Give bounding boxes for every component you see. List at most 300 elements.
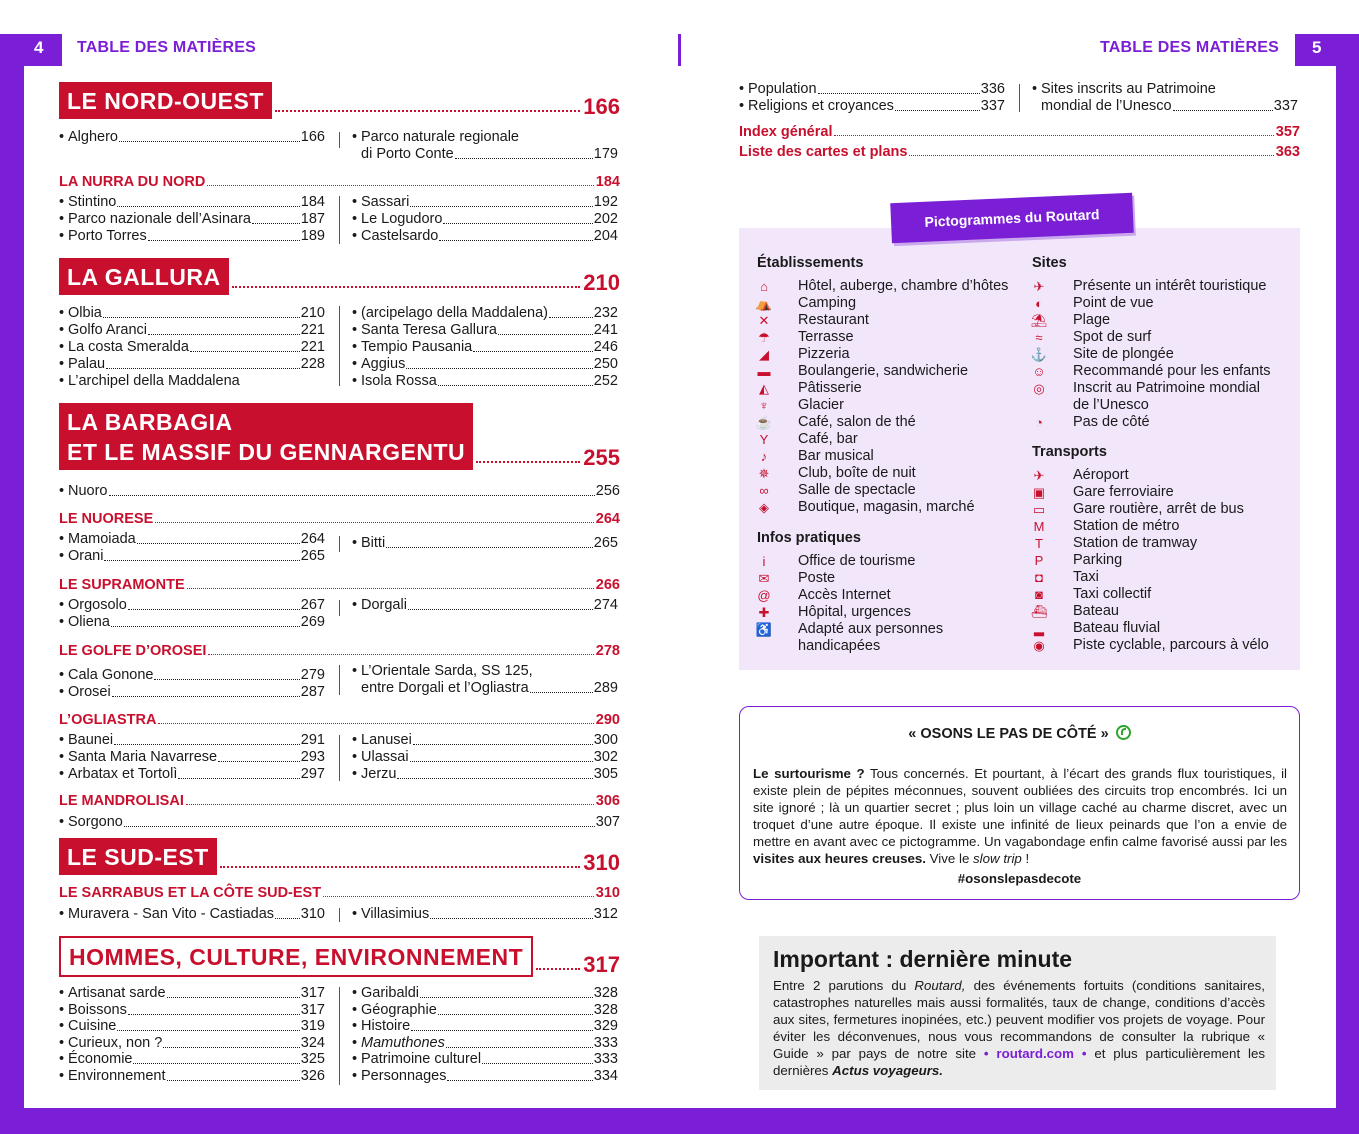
pictogram-label: Gare routière, arrêt de bus <box>1073 501 1244 517</box>
link-index-page: 357 <box>1275 124 1300 140</box>
toc-entry-title: Bitti <box>361 535 386 551</box>
link-index[interactable] <box>739 122 1300 140</box>
toc-entry-title: Cala Gonone <box>68 667 154 683</box>
sub-nurra-title: LA NURRA DU NORD <box>59 174 206 190</box>
bullet: • <box>59 194 65 210</box>
toc-entry-title: Patrimoine culturel <box>361 1051 482 1068</box>
toc-entry[interactable] <box>59 985 325 1002</box>
section-barbagia[interactable] <box>59 403 620 470</box>
sites-title: Sites <box>1032 255 1067 271</box>
bullet: • <box>1032 81 1038 97</box>
bullet: • <box>352 373 358 389</box>
toc-entry[interactable] <box>59 906 325 923</box>
toc-entry[interactable] <box>352 129 618 146</box>
pictogram-label: Pâtisserie <box>798 380 862 396</box>
toc-entry-title: Géographie <box>361 1001 437 1018</box>
toc-entry-page: 333 <box>593 1051 618 1068</box>
toc-entry-title: La costa Smeralda <box>68 339 189 355</box>
toc-entry-page: 221 <box>300 339 325 355</box>
section-gallura-page: 210 <box>583 270 620 295</box>
osons-title-text: « OSONS LE PAS DE CÔTÉ » <box>908 726 1109 742</box>
bullet: • <box>59 211 65 227</box>
pictogram-label: Station de métro <box>1073 518 1180 534</box>
dot-leader <box>455 158 593 159</box>
toc-entry[interactable] <box>352 1068 618 1085</box>
right-running-head: TABLE DES MATIÈRES <box>1100 39 1280 56</box>
section-hommes[interactable] <box>59 936 620 977</box>
osons-italic: slow trip <box>973 851 1022 866</box>
toc-entry-title: Personnages <box>361 1068 447 1084</box>
toc-entry-title: Économie <box>68 1051 133 1068</box>
bullet: • <box>59 339 65 355</box>
bullet: • <box>59 766 65 782</box>
bullet: • <box>59 228 65 244</box>
toc-entry[interactable] <box>59 1051 325 1068</box>
section-nord-ouest[interactable] <box>59 82 620 119</box>
pictogram-label: Pas de côté <box>1073 414 1150 430</box>
pictogram-label: Aéroport <box>1073 467 1129 483</box>
important-text-3: et plus particulièrement les dernières <box>773 1046 1265 1078</box>
toc-entry-title: Olbia <box>68 305 102 321</box>
toc-entry[interactable] <box>59 766 325 783</box>
sub-nuorese-page: 264 <box>595 511 620 527</box>
toc-entry-page: 250 <box>593 356 618 372</box>
link-cartes[interactable] <box>739 142 1300 160</box>
bullet: • <box>59 1001 65 1018</box>
toc-entry-page: 202 <box>593 211 618 227</box>
toc-entry-title: Orosei <box>68 684 111 700</box>
taxi-icon: ◘ <box>1035 570 1043 585</box>
pictogram-label: Café, bar <box>798 431 858 447</box>
page-frame-bottom <box>0 1108 1359 1134</box>
bullet: • <box>352 1034 358 1051</box>
toc-entry-page: 289 <box>593 680 618 696</box>
section-gallura-title: LA GALLURA <box>59 258 229 295</box>
left-page-number: 4 <box>34 38 44 57</box>
section-barbagia-title <box>59 403 473 470</box>
pictogram-label: Glacier <box>798 397 844 413</box>
dot-leader <box>411 1030 593 1031</box>
bullet: • <box>59 614 65 630</box>
toc-entry-title: Baunei <box>68 732 114 748</box>
bullet: • <box>352 1001 358 1018</box>
toc-entry-page: 221 <box>300 322 325 338</box>
toc-entry-title: Santa Maria Navarrese <box>68 749 218 765</box>
sub-ogliastra[interactable] <box>59 710 620 728</box>
toc-entry-page: 300 <box>593 732 618 748</box>
pizza-icon: ◢ <box>759 347 769 362</box>
children-icon: ☺ <box>1032 364 1046 379</box>
toc-entry[interactable] <box>352 373 618 390</box>
toc-entry[interactable] <box>59 667 325 684</box>
bullet: • <box>59 1034 65 1051</box>
toc-entry-title: entre Dorgali et l’Ogliastra <box>361 680 529 696</box>
bullet: • <box>352 194 358 210</box>
toc-entry-title: Tempio Pausania <box>361 339 473 355</box>
important-text-1: Entre 2 parutions du <box>773 978 915 993</box>
toc-entry[interactable] <box>352 194 618 211</box>
toc-entry-page: 252 <box>593 373 618 389</box>
infos-title: Infos pratiques <box>757 530 861 546</box>
hospital-cross-icon: ✚ <box>758 605 770 620</box>
sub-orosei-page: 278 <box>595 643 620 659</box>
osons-text-2: Vive le <box>925 851 974 866</box>
toc-entry-title: Artisanat sarde <box>68 985 166 1001</box>
important-body <box>773 977 1265 1079</box>
bullet: • <box>59 667 65 683</box>
dot-leader <box>178 778 299 779</box>
osons-text: Tous concernés. Et pourtant, à l’écart des grands flux touristiques, il existe plein de pépites méconnues, souvent oubliées des circuits trop encombrés. Ici un site ignoré ; là un quartier secret ; plus loin un village caché au charme discret, avec un troquet d’une autre époque. Il existe une infinité de lieux peinards que l’on a envie de mettre en avant avec ce pictogramme. Un vagabondage enfin calme favorisé aussi par les <box>753 766 1288 849</box>
pictogram-label: Pizzeria <box>798 346 850 362</box>
dot-leader <box>128 1014 300 1015</box>
bullet: • <box>59 906 65 922</box>
important-box <box>759 936 1276 1090</box>
column-separator <box>339 987 340 1085</box>
toc-entry-title: Curieux, non ? <box>68 1034 163 1051</box>
dot-leader <box>446 1047 593 1048</box>
toc-entry[interactable] <box>352 680 618 697</box>
sub-supramonte[interactable] <box>59 575 620 593</box>
dot-leader <box>549 317 593 318</box>
toc-entry[interactable] <box>352 146 618 163</box>
toc-entry[interactable] <box>352 211 618 228</box>
pictogram-label: Adapté aux personnes <box>798 621 944 637</box>
toc-entry-title: Garibaldi <box>361 985 420 1001</box>
dot-leader <box>476 461 580 463</box>
dot-leader <box>275 110 580 112</box>
pictogram-label: Office de tourisme <box>798 553 916 569</box>
important-italic: Routard, <box>914 978 966 993</box>
house-icon: ⌂ <box>760 279 768 294</box>
pictogram-label: Site de plongée <box>1073 346 1174 362</box>
bullet: • <box>739 81 745 97</box>
dot-leader <box>154 679 299 680</box>
toc-entry[interactable] <box>1032 81 1298 98</box>
toc-entry[interactable] <box>352 356 618 373</box>
toc-entry-page: 265 <box>593 535 618 551</box>
dot-leader <box>124 826 595 827</box>
at-sign-icon: @ <box>757 588 771 603</box>
toc-entry-title: Isola Rossa <box>361 373 437 389</box>
pictogram-label: Parking <box>1073 552 1123 568</box>
toc-entry-title: Alghero <box>68 129 118 145</box>
toc-entry-page: 187 <box>300 211 325 227</box>
dot-leader <box>190 351 300 352</box>
toc-entry-title: Nuoro <box>68 483 108 499</box>
toc-entry[interactable] <box>59 129 325 146</box>
toc-entry-page: 310 <box>300 906 325 922</box>
toc-entry-title: Muravera - San Vito - Castiadas <box>68 906 275 922</box>
section-sud-est-page: 310 <box>583 850 620 875</box>
toc-entry-title: Environnement <box>68 1068 166 1084</box>
bullet: • <box>59 749 65 765</box>
bullet: • <box>352 1068 358 1084</box>
routard-link[interactable]: • routard.com • <box>983 1046 1087 1061</box>
toc-entry-page: 307 <box>595 814 620 830</box>
dot-leader <box>408 609 593 610</box>
dot-leader <box>438 1014 593 1015</box>
toc-entry-page: 189 <box>300 228 325 244</box>
dot-leader <box>430 918 593 919</box>
pictogram-label: handicapées <box>798 638 881 654</box>
toc-entry[interactable] <box>352 322 618 339</box>
beach-icon: ⛱ <box>1030 313 1048 328</box>
toc-entry-page: 204 <box>593 228 618 244</box>
pictogram-label: Taxi collectif <box>1073 586 1152 602</box>
pictogram-label: Boulangerie, sandwicherie <box>798 363 969 379</box>
toc-entry[interactable] <box>59 614 325 631</box>
sub-sarrabus[interactable] <box>59 883 620 901</box>
toc-entry-title: Sorgono <box>68 814 123 830</box>
toc-entry[interactable] <box>352 732 618 749</box>
toc-entry[interactable] <box>352 228 618 245</box>
toc-entry-title: Parco nazionale dell’Asinara <box>68 211 251 227</box>
toc-entry-page: 337 <box>1273 98 1298 114</box>
pictogram-label: Restaurant <box>798 312 869 328</box>
side-step-icon <box>1116 725 1131 740</box>
toc-entry-title: Religions et croyances <box>748 98 894 114</box>
dot-leader <box>420 997 593 998</box>
dot-leader <box>104 560 299 561</box>
osons-box <box>739 706 1300 900</box>
section-gallura[interactable] <box>59 258 620 295</box>
barbagia-line-1: LA BARBAGIA <box>67 409 233 435</box>
toc-entry-page: 210 <box>300 305 325 321</box>
barbagia-line-2: ET LE MASSIF DU GENNARGENTU <box>67 439 466 465</box>
sub-mandrolisai[interactable] <box>59 791 620 809</box>
sub-nurra[interactable] <box>59 172 620 190</box>
toc-entry-title: Sites inscrits au Patrimoine <box>1041 81 1216 97</box>
bullet: • <box>59 597 65 613</box>
bullet: • <box>352 732 358 748</box>
section-nord-ouest-page: 166 <box>583 94 620 119</box>
toc-entry-page: 291 <box>300 732 325 748</box>
toc-entry-page: 264 <box>300 531 325 547</box>
dot-leader <box>148 334 300 335</box>
toc-entry[interactable] <box>59 211 325 228</box>
bullet: • <box>59 814 65 830</box>
link-cartes-title: Liste des cartes et plans <box>739 144 908 160</box>
toc-entry[interactable] <box>59 483 620 500</box>
toc-entry[interactable] <box>59 1018 325 1035</box>
toc-entry[interactable] <box>352 1002 618 1019</box>
dot-leader <box>117 206 299 207</box>
toc-entry[interactable] <box>59 597 325 614</box>
dot-leader <box>167 1080 300 1081</box>
toc-entry[interactable] <box>352 749 618 766</box>
toc-entry-title: mondial de l’Unesco <box>1041 98 1172 114</box>
pictogram-label: Point de vue <box>1073 295 1154 311</box>
bullet: • <box>59 684 65 700</box>
toc-entry[interactable] <box>352 985 618 1002</box>
toc-entry-title: L’archipel della Maddalena <box>68 373 240 389</box>
bus-icon: ▭ <box>1032 502 1046 517</box>
dot-leader <box>818 93 980 94</box>
toc-entry-page: 228 <box>300 356 325 372</box>
dot-leader <box>155 522 594 523</box>
info-icon: i <box>762 554 766 569</box>
section-sud-est[interactable] <box>59 838 620 875</box>
toc-entry[interactable] <box>352 906 618 923</box>
sub-orosei[interactable] <box>59 641 620 659</box>
toc-entry-page: 232 <box>593 305 618 321</box>
tram-icon: T <box>1035 536 1043 551</box>
toc-entry-page: 269 <box>300 614 325 630</box>
pictogram-label: de l’Unesco <box>1073 397 1149 413</box>
toc-entry[interactable] <box>59 228 325 245</box>
toc-entry-title: Villasimius <box>361 906 430 922</box>
dot-leader <box>895 110 980 111</box>
toc-entry[interactable] <box>59 1068 325 1085</box>
toc-entry[interactable] <box>352 1051 618 1068</box>
side-step-icon: ◔ <box>1035 415 1043 430</box>
toc-entry[interactable] <box>352 305 618 322</box>
dot-leader <box>148 240 300 241</box>
toc-entry[interactable] <box>59 531 325 548</box>
section-hommes-title: HOMMES, CULTURE, ENVIRONNEMENT <box>59 936 533 977</box>
column-separator <box>339 196 340 244</box>
cake-icon: ◭ <box>759 381 769 396</box>
column-separator <box>339 600 340 616</box>
bullet: • <box>59 356 65 372</box>
pictogram-label: Spot de surf <box>1073 329 1152 345</box>
bullet: • <box>59 1051 65 1068</box>
pictogram-label: Piste cyclable, parcours à vélo <box>1073 637 1269 653</box>
toc-entry[interactable] <box>352 1035 618 1052</box>
toc-entry[interactable] <box>59 749 325 766</box>
pictogram-label: Taxi <box>1073 569 1099 585</box>
column-separator <box>339 306 340 386</box>
toc-entry[interactable] <box>352 597 618 614</box>
toc-entry[interactable] <box>352 339 618 356</box>
sub-mandrolisai-page: 306 <box>595 793 620 809</box>
toc-entry[interactable] <box>352 535 618 552</box>
pictogram-label: Boutique, magasin, marché <box>798 499 975 515</box>
toc-entry-page: 326 <box>300 1068 325 1084</box>
sub-supramonte-title: LE SUPRAMONTE <box>59 577 185 593</box>
dot-leader <box>1173 110 1273 111</box>
toc-entry-page: 312 <box>593 906 618 922</box>
dot-leader <box>232 286 581 288</box>
toc-entry-title: Mamuthones <box>361 1034 445 1051</box>
toc-entry[interactable] <box>59 339 325 356</box>
ice-cream-icon: ♆ <box>759 398 769 413</box>
unesco-icon: ◎ <box>1033 381 1045 396</box>
toc-entry-page: 293 <box>300 749 325 765</box>
bullet: • <box>59 985 65 1001</box>
dot-leader <box>106 368 300 369</box>
toc-entry-title: Arbatax et Tortolì <box>68 766 178 782</box>
column-separator <box>1019 84 1020 112</box>
dot-leader <box>834 135 1273 136</box>
dot-leader <box>413 744 593 745</box>
toc-entry[interactable] <box>59 1002 325 1019</box>
toc-entry[interactable] <box>739 98 1005 115</box>
sub-nuorese[interactable] <box>59 509 620 527</box>
important-text-2: des événements fortuits (conditions sanitaires, catastrophes naturelles mais aussi formalités, taux de change, conditions d’accès aux sites, fermetures inopinées, etc.) peuvent modifier vos projets de voyage. Pour éviter les déconvenues, nous vous recommandons de consulter la rubrique « Guide » par pays de notre site <box>773 978 1265 1061</box>
toc-entry[interactable] <box>59 814 620 831</box>
bullet: • <box>59 322 65 338</box>
dot-leader <box>133 1063 299 1064</box>
toc-entry-page: 334 <box>593 1068 618 1084</box>
dot-leader <box>530 692 593 693</box>
toc-entry[interactable] <box>1032 98 1298 115</box>
shopping-bag-icon: ◈ <box>759 500 769 515</box>
toc-entry[interactable] <box>59 356 325 373</box>
toc-entry-page: 267 <box>300 597 325 613</box>
toc-entry-page: 328 <box>593 1001 618 1018</box>
pictogram-label: Gare ferroviaire <box>1073 484 1174 500</box>
dot-leader <box>323 896 594 897</box>
toc-entry-page: 305 <box>593 766 618 782</box>
wheelchair-icon: ♿ <box>755 622 773 637</box>
dot-leader <box>119 141 300 142</box>
toc-entry[interactable] <box>739 81 1005 98</box>
toc-entry[interactable] <box>59 322 325 339</box>
pictogram-label: Salle de spectacle <box>798 482 916 498</box>
section-barbagia-page: 255 <box>583 445 620 470</box>
toc-entry-title: Cuisine <box>68 1018 117 1035</box>
toc-entry[interactable] <box>352 1018 618 1035</box>
toc-entry-title: Stintino <box>68 194 117 210</box>
toc-entry-title: Population <box>748 81 817 97</box>
toc-entry[interactable] <box>59 373 325 390</box>
toc-entry-title: Jerzu <box>361 766 397 782</box>
toc-entry-title: Orgosolo <box>68 597 127 613</box>
bullet: • <box>59 129 65 145</box>
section-sud-est-title: LE SUD-EST <box>59 838 217 875</box>
osons-end: ! <box>1021 851 1030 866</box>
toc-entry[interactable] <box>59 1035 325 1052</box>
dot-leader <box>473 351 593 352</box>
toc-entry[interactable] <box>59 548 325 565</box>
bullet: • <box>352 339 358 355</box>
toc-entry-title: di Porto Conte <box>361 146 454 162</box>
bullet: • <box>59 548 65 564</box>
music-note-icon: ♪ <box>760 449 768 464</box>
osons-hashtag: #osonslepasdecote <box>957 871 1082 886</box>
toc-entry-page: 317 <box>300 1001 325 1018</box>
toc-entry[interactable] <box>352 663 618 680</box>
etab-title: Établissements <box>757 255 864 271</box>
bullet: • <box>352 663 358 679</box>
pictogram-label: Recommandé pour les enfants <box>1073 363 1271 379</box>
toc-entry-title: Golfo Aranci <box>68 322 147 338</box>
pictogram-label: Bateau fluvial <box>1073 620 1161 636</box>
dot-leader <box>208 654 593 655</box>
bullet: • <box>352 766 358 782</box>
sub-ogliastra-title: L’OGLIASTRA <box>59 712 157 728</box>
toc-entry[interactable] <box>59 684 325 701</box>
toc-entry[interactable] <box>59 732 325 749</box>
bullet: • <box>59 732 65 748</box>
toc-entry[interactable] <box>59 194 325 211</box>
toc-entry[interactable] <box>59 305 325 322</box>
right-page-number: 5 <box>1312 38 1322 57</box>
viewpoint-icon: ◐ <box>1035 296 1043 311</box>
toc-entry-title: L’Orientale Sarda, SS 125, <box>361 663 533 679</box>
bullet: • <box>352 228 358 244</box>
toc-entry-page: 265 <box>300 548 325 564</box>
toc-entry-page: 302 <box>593 749 618 765</box>
toc-entry[interactable] <box>352 766 618 783</box>
column-separator <box>339 665 340 695</box>
dot-leader <box>114 744 300 745</box>
baguette-icon: ▬ <box>757 364 771 379</box>
dot-leader <box>218 761 300 762</box>
sub-nurra-page: 184 <box>595 174 620 190</box>
bullet: • <box>352 906 358 922</box>
